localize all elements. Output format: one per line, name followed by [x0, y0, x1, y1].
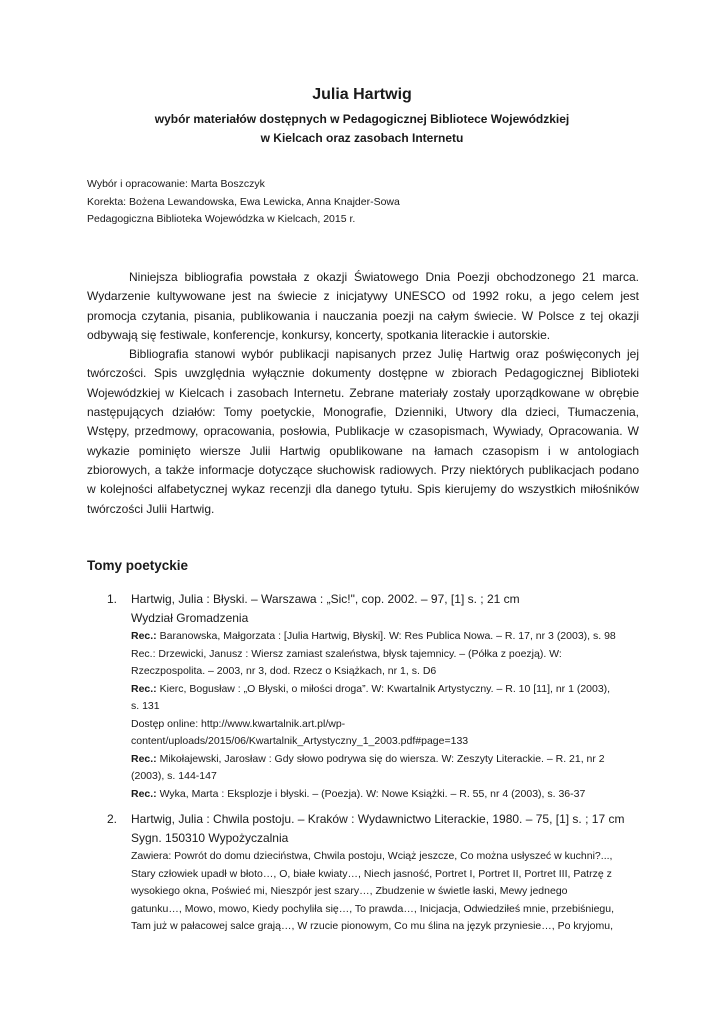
- credits-block: [87, 176, 400, 229]
- contents-line: Tam już w pałacowej salce grają…, W rzucie pionowym, Co mu ślina na język przyniesie…, Po kryjomu,: [131, 920, 614, 932]
- entry-location: Sygn. 150310 Wypożyczalnia: [131, 831, 289, 845]
- entry-title: Hartwig, Julia : Błyski. – Warszawa : „Sic!", cop. 2002. – 97, [1] s. ; 21 cm: [131, 592, 520, 606]
- review-label: Rec.:: [131, 630, 157, 642]
- intro-paragraph-1: Niniejsza bibliografia powstała z okazji Światowego Dnia Poezji obchodzonego 21 marca. Wydarzenie kultywowane jest na świecie z inicjatywy UNESCO od 1992 roku, a jego celem jest promocja czytania, pisania, publikowania i nauczania poezji na całym świecie. W Polsce z tej okazji odbywają się festiwale, konferencje, konkursy, koncerty, spotkania literackie i autorskie.: [87, 270, 639, 342]
- credit-author: Wybór i opracowanie: Marta Boszczyk: [87, 178, 265, 190]
- review-line: Rec.: Wyka, Marta : Eksplozje i błyski. – (Poezja). W: Nowe Książki. – R. 55, nr 4 (2003), s. 36-37: [131, 787, 586, 800]
- subtitle-line-2: w Kielcach oraz zasobach Internetu: [260, 131, 464, 145]
- entry-number: 2.: [107, 812, 118, 826]
- document-subtitle: [0, 110, 724, 148]
- subtitle-line-1: wybór materiałów dostępnych w Pedagogicznej Bibliotece Wojewódzkiej: [154, 112, 570, 126]
- contents-line: Stary człowiek upadł w błoto…, O, białe kwiaty…, Niech jasność, Portret I, Portret II, Portret III, Patrzę z: [131, 867, 612, 880]
- review-line: s. 131: [131, 700, 160, 712]
- credit-proofreading: Korekta: Bożena Lewandowska, Ewa Lewicka, Anna Knajder-Sowa: [87, 195, 400, 208]
- review-line: Rec.: Drzewicki, Janusz : Wiersz zamiast szaleństwa, błysk tajemnicy. – (Półka z poezją). W:: [131, 647, 562, 660]
- online-access-line: content/uploads/2015/06/Kwartalnik_Artystyczny_1_2003.pdf#page=133: [131, 735, 469, 747]
- intro-paragraph-2: Bibliografia stanowi wybór publikacji napisanych przez Julię Hartwig oraz poświęconych jej twórczości. Spis uwzględnia wyłącznie dokumenty dostępne w zbiorach Pedagogicznej Biblioteki Wojewódzkiej w Kielcach i zasobach Internetu. Zebrane materiały zostały uporządkowane w obrębie następujących działów: Tomy poetyckie, Monografie, Dzienniki, Utwory dla dzieci, Tłumaczenia, Wstępy, przedmowy, opracowania, posłowia, Publikacje w czasopismach, Wywiady, Opracowania. W wykazie pominięto wiersze Julii Hartwig opublikowane na łamach czasopism i w antologiach zbiorowych, a także informacje dotyczące słuchowisk radiowych. Przy niektórych publikacjach podano w kolejności alfabetycznej wykaz recenzji dla danego tytułu. Spis kierujemy do wszystkich miłośników twórczości Julii Hartwig.: [87, 347, 639, 516]
- online-access-line: Dostęp online: http://www.kwartalnik.art.pl/wp-: [131, 717, 346, 730]
- review-line: Rzeczpospolita. – 2003, nr 3, dod. Rzecz o Książkach, nr 1, s. D6: [131, 665, 437, 677]
- contents-line: gatunku…, Mowo, mowo, Kiedy pochyliła się…, To prawda…, Inicjacja, Odwiedziłeś mnie, przebiśniegu,: [131, 902, 615, 915]
- contents-line: wysokiego okna, Poświeć mi, Nieszpór jest szary…, Zbudzenie w świetle łaski, Mewy jednego: [131, 885, 568, 897]
- review-line: Rec.: Baranowska, Małgorzata : [Julia Hartwig, Błyski]. W: Res Publica Nowa. – R. 17, nr 3 (2003), s. 98: [131, 630, 616, 642]
- introduction: [87, 268, 639, 519]
- credit-publisher: Pedagogiczna Biblioteka Wojewódzka w Kielcach, 2015 r.: [87, 213, 356, 225]
- entry-number: 1.: [107, 592, 118, 606]
- document-title: Julia Hartwig: [312, 86, 412, 103]
- review-line: (2003), s. 144-147: [131, 770, 217, 782]
- contents-line: Zawiera: Powrót do domu dzieciństwa, Chwila postoju, Wciąż jeszcze, Co można usłyszeć w kuchni?...,: [131, 850, 613, 862]
- entry-location: Wydział Gromadzenia: [131, 611, 249, 625]
- review-label: Rec.:: [131, 752, 157, 765]
- review-line: Rec.: Mikołajewski, Jarosław : Gdy słowo podrywa się do wiersza. W: Zeszyty Literackie. – R. 21, nr 2: [131, 752, 605, 765]
- review-label: Rec.:: [131, 682, 157, 695]
- review-line: Rec.: Kierc, Bogusław : „O Błyski, o miłości droga”. W: Kwartalnik Artystyczny. – R. 10 [11], nr 1 (2003),: [131, 682, 611, 695]
- section-heading: Tomy poetyckie: [87, 558, 189, 573]
- entry-reviews: [131, 628, 647, 803]
- review-label: Rec.:: [131, 787, 157, 800]
- entry-contents: [131, 848, 647, 936]
- entry-title: Hartwig, Julia : Chwila postoju. – Kraków : Wydawnictwo Literackie, 1980. – 75, [1] s. ; 17 cm: [131, 812, 625, 826]
